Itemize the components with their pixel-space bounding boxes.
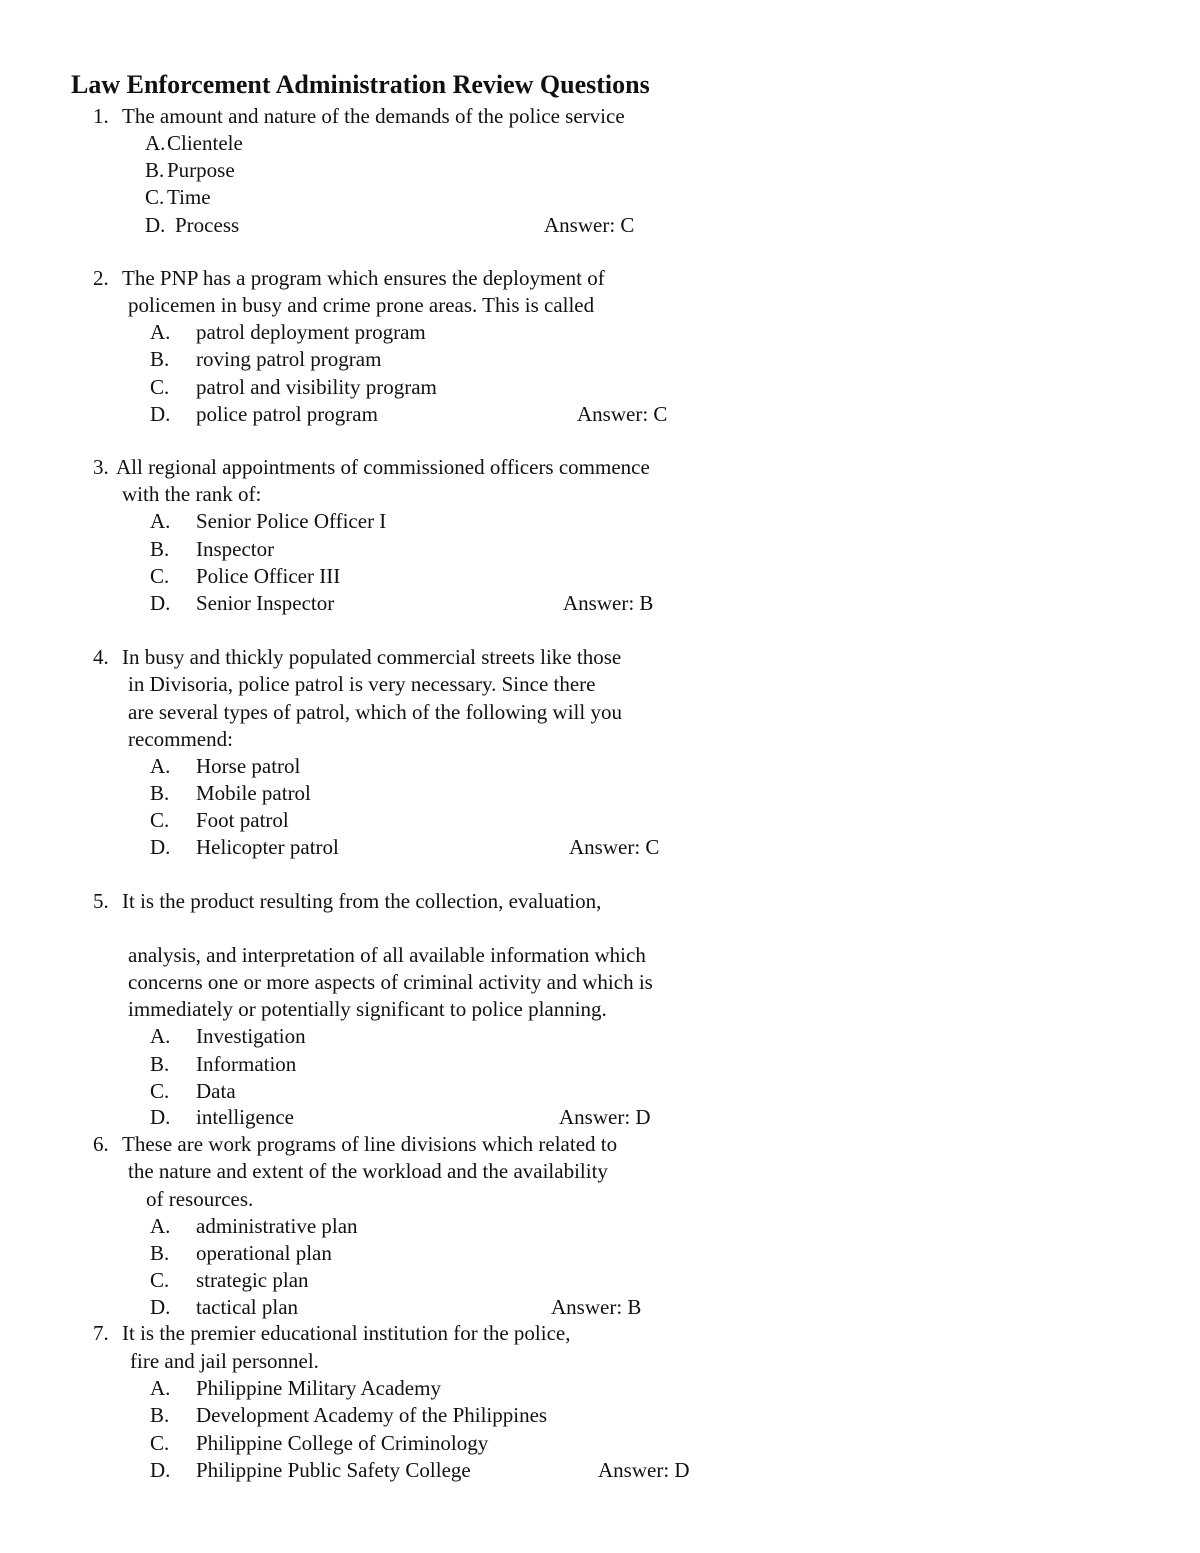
option-letter: A.	[150, 509, 171, 533]
option-letter: B.	[150, 1403, 170, 1427]
question-stem-line: concerns one or more aspects of criminal activity and which is	[128, 970, 653, 994]
option-text: Process	[175, 213, 240, 237]
option-letter: D.	[150, 1458, 171, 1482]
question-stem-line: In busy and thickly populated commercial streets like those	[122, 645, 622, 669]
answer-key: Answer: D	[559, 1105, 651, 1129]
option-letter: A.	[150, 754, 171, 778]
option-letter: C.	[150, 1431, 170, 1455]
question-number: 2.	[93, 266, 109, 290]
question-number: 1.	[93, 104, 109, 128]
answer-key: Answer: B	[551, 1295, 642, 1319]
option-text: Philippine Public Safety College	[196, 1458, 471, 1482]
option-text: intelligence	[196, 1105, 294, 1129]
question-number: 7.	[93, 1321, 109, 1345]
question-stem-line: fire and jail personnel.	[130, 1349, 319, 1373]
option-text: Investigation	[196, 1024, 306, 1048]
option-letter: B.	[150, 781, 170, 805]
question-stem-line: recommend:	[128, 727, 233, 751]
option-text: administrative plan	[196, 1214, 358, 1238]
option-text: Inspector	[196, 537, 275, 561]
option-letter: C.	[145, 185, 165, 209]
option-text: operational plan	[196, 1241, 332, 1265]
option-letter: B.	[150, 347, 170, 371]
question-stem-line: It is the product resulting from the collection, evaluation,	[122, 889, 602, 913]
question-stem-line: The amount and nature of the demands of the police service	[122, 104, 625, 128]
option-text: Philippine Military Academy	[196, 1376, 441, 1400]
question-number: 6.	[93, 1132, 109, 1156]
option-text: Senior Police Officer I	[196, 509, 387, 533]
question-number: 4.	[93, 645, 109, 669]
option-letter: B.	[150, 1241, 170, 1265]
option-text: Horse patrol	[196, 754, 301, 778]
answer-key: Answer: C	[544, 213, 635, 237]
option-text: Data	[196, 1079, 236, 1103]
option-text: roving patrol program	[196, 347, 382, 371]
option-text: tactical plan	[196, 1295, 299, 1319]
option-letter: B.	[150, 1052, 170, 1076]
option-letter: C.	[150, 1268, 170, 1292]
option-letter: A.	[150, 1024, 171, 1048]
option-text: patrol deployment program	[196, 320, 426, 344]
option-letter: D.	[145, 213, 166, 237]
option-letter: D.	[150, 591, 171, 615]
question-stem-line: in Divisoria, police patrol is very necessary. Since there	[128, 672, 596, 696]
option-text: Development Academy of the Philippines	[196, 1403, 548, 1427]
option-letter: C.	[150, 808, 170, 832]
option-text: police patrol program	[196, 402, 378, 426]
option-letter: A.	[150, 320, 171, 344]
question-stem-line: The PNP has a program which ensures the deployment of	[122, 266, 605, 290]
answer-key: Answer: C	[577, 402, 668, 426]
option-text: strategic plan	[196, 1268, 309, 1292]
option-letter: D.	[150, 835, 171, 859]
answer-key: Answer: D	[598, 1458, 690, 1482]
option-text: Police Officer III	[196, 564, 341, 588]
question-stem-line: All regional appointments of commissioned officers commence	[116, 455, 650, 479]
question-stem-line: are several types of patrol, which of the following will you	[128, 700, 622, 724]
option-text: Senior Inspector	[196, 591, 335, 615]
question-number: 3.	[93, 455, 109, 479]
document-title: Law Enforcement Administration Review Questions	[71, 70, 650, 99]
option-text: Time	[167, 185, 211, 209]
answer-key: Answer: C	[569, 835, 660, 859]
question-stem-line: It is the premier educational institution for the police,	[122, 1321, 571, 1345]
option-letter: B.	[150, 537, 170, 561]
option-letter: D.	[150, 402, 171, 426]
answer-key: Answer: B	[563, 591, 654, 615]
option-letter: D.	[150, 1105, 171, 1129]
option-text: Helicopter patrol	[196, 835, 339, 859]
option-text: Foot patrol	[196, 808, 289, 832]
question-stem-line: immediately or potentially significant to police planning.	[128, 997, 607, 1021]
option-text: Purpose	[167, 158, 235, 182]
option-letter: B.	[145, 158, 165, 182]
option-text: patrol and visibility program	[196, 375, 437, 399]
option-letter: A.	[145, 131, 166, 155]
option-text: Information	[196, 1052, 297, 1076]
question-stem-line: analysis, and interpretation of all available information which	[128, 943, 646, 967]
option-text: Clientele	[167, 131, 243, 155]
option-letter: A.	[150, 1214, 171, 1238]
option-letter: C.	[150, 564, 170, 588]
option-letter: A.	[150, 1376, 171, 1400]
option-letter: D.	[150, 1295, 171, 1319]
question-number: 5.	[93, 889, 109, 913]
option-letter: C.	[150, 375, 170, 399]
question-stem-line: These are work programs of line divisions which related to	[122, 1132, 618, 1156]
question-stem-line: of resources.	[146, 1187, 254, 1211]
question-stem-line: with the rank of:	[122, 482, 262, 506]
option-letter: C.	[150, 1079, 170, 1103]
question-stem-line: policemen in busy and crime prone areas. This is called	[128, 293, 595, 317]
option-text: Mobile patrol	[196, 781, 311, 805]
question-stem-line: the nature and extent of the workload and the availability	[128, 1159, 608, 1183]
option-text: Philippine College of Criminology	[196, 1431, 489, 1455]
